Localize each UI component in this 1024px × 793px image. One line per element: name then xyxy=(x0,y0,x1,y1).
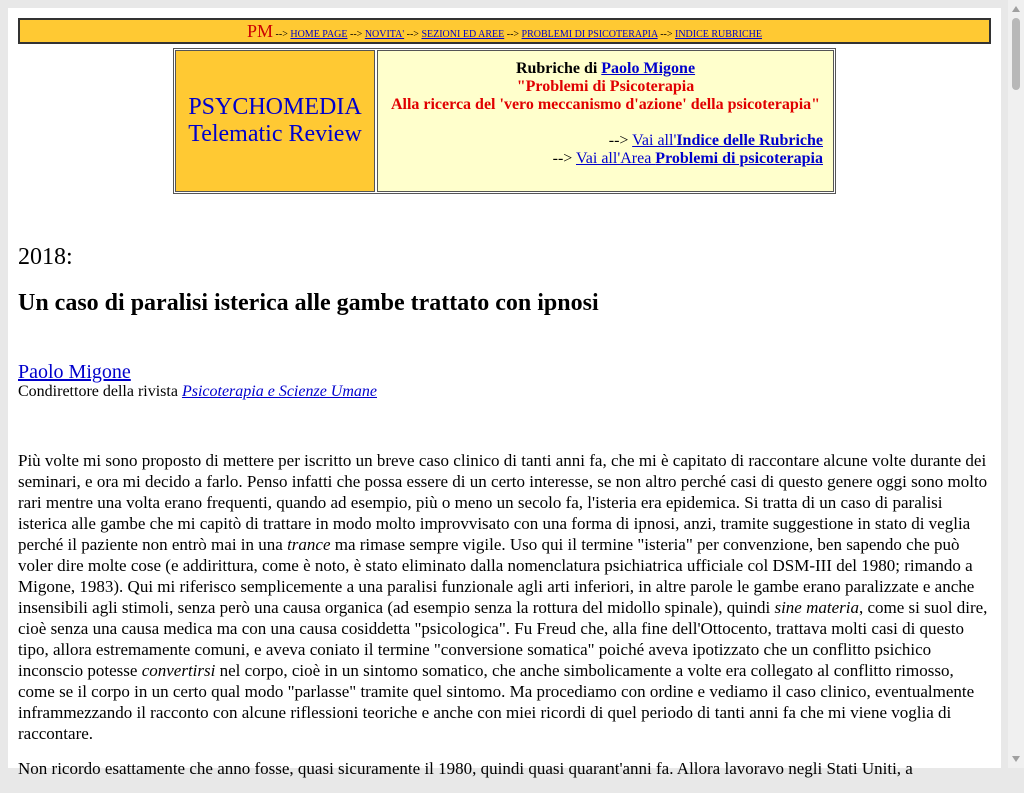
author-affiliation xyxy=(18,383,377,401)
area-problemi-link[interactable]: Vai all'Area Problemi di psicoterapia xyxy=(576,150,823,167)
nav-separator: --> xyxy=(404,29,422,40)
site-subtitle: Telematic Review xyxy=(188,121,362,147)
rubriche-prefix: Rubriche di xyxy=(515,60,602,77)
author-link[interactable]: Paolo Migone xyxy=(18,361,131,383)
site-logo-cell xyxy=(175,50,375,192)
site-name: PSYCHOMEDIA xyxy=(188,94,362,120)
vertical-scrollbar[interactable] xyxy=(1008,0,1024,768)
rubriche-title-line2: Alla ricerca del 'vero meccanismo d'azione' della psicoterapia" xyxy=(390,96,821,113)
rubriche-author-link[interactable]: Paolo Migone xyxy=(601,60,696,77)
arrow: --> xyxy=(552,150,576,167)
rubriche-cell xyxy=(377,50,834,192)
scroll-down-arrow-icon[interactable] xyxy=(1012,756,1020,762)
nav-link-home-page[interactable]: HOME PAGE xyxy=(290,29,348,40)
nav-link-problemi-di-psicoterapia[interactable]: PROBLEMI DI PSICOTERAPIA xyxy=(521,29,658,40)
pm-logo: PM xyxy=(247,21,274,41)
nav-link-sezioni-ed-aree[interactable]: SEZIONI ED AREE xyxy=(421,29,505,40)
paragraph-1: Più volte mi sono proposto di mettere per iscritto un breve caso clinico di tanti anni fa, che mi è capitato di raccontare alcune volte durante dei seminari, e ora mi decido a farlo. Penso infatti che possa essere di un certo interesse, se non altro perché casi di questo genere oggi sono molto rari mentre una volta erano frequenti, quando ad esempio, più o meno un secolo fa, l'isteria era epidemica. Si tratta di un caso di paralisi isterica alle gambe che mi capitò di trattare in modo molto improvvisato con una forma di ipnosi, anzi, tramite suggestione in stato di veglia perché il paziente non entrò mai in una trance ma rimase sempre vigile. Uso qui il termine "isteria" per convenzione, ben sapendo che può voler dire molte cose (e addirittura, come è noto, è stato eliminato dalla nomenclatura psichiatrica ufficiale col DSM-III del 1980; rimando a Migone, 1983). Qui mi riferisco semplicemente a una paralisi funzionale agli arti inferiori, in altre parole le gambe erano paralizzate e anche insensibili agli stimoli, senza però una causa organica (ad esempio senza la rottura del midollo spinale), quindi sine materia, come si suol dire, cioè senza una causa medica ma con una causa cosiddetta "psicologica". Fu Freud che, alla fine dell'Ottocento, trattava molti casi di questo tipo, allora estremamente comuni, e aveva coniato il termine "conversione somatica" poiché aveva ipotizzato che un conflitto psichico inconscio potesse convertirsi nel corpo, cioè in un sintomo somatico, che anche simbolicamente a volte era collegato al conflitto rimosso, come se il corpo in un certo qual modo "parlasse" tramite quel sintomo. Ma procediamo con ordine e vediamo il caso clinico, eventualmente inframmezzando il racconto con alcune riflessioni teoriche e anche con miei ricordi di quel periodo di tanti anni fa che mi viene voglia di raccontare. xyxy=(18,451,988,743)
page xyxy=(8,8,1001,778)
nav-separator: --> xyxy=(504,29,522,40)
indice-rubriche-row xyxy=(388,132,823,150)
rubriche-heading xyxy=(388,60,823,78)
nav-separator: --> xyxy=(347,29,365,40)
nav-link-indice-rubriche[interactable]: INDICE RUBRICHE xyxy=(675,29,762,40)
affiliation-text: Condirettore della rivista xyxy=(18,383,182,400)
header-box xyxy=(173,48,836,194)
spacer xyxy=(388,114,823,132)
article-title: Un caso di paralisi isterica alle gambe trattato con ipnosi xyxy=(18,290,599,316)
scroll-up-arrow-icon[interactable] xyxy=(1012,6,1020,12)
content xyxy=(18,18,991,778)
article-year: 2018: xyxy=(18,244,73,270)
area-problemi-row xyxy=(388,150,823,168)
indice-rubriche-link[interactable]: Vai all'Indice delle Rubriche xyxy=(632,132,823,149)
article-body xyxy=(18,450,991,793)
rubriche-title-line1: "Problemi di Psicoterapia xyxy=(516,78,695,95)
paragraph-2: Non ricordo esattamente che anno fosse, quasi sicuramente il 1980, quindi quasi quarant'anni fa. Allora lavoravo negli Stati Uniti, a xyxy=(18,759,913,778)
author-row xyxy=(18,361,131,384)
top-navbar xyxy=(18,18,991,44)
nav-separator: --> xyxy=(657,29,675,40)
nav-separator: --> xyxy=(273,29,291,40)
scrollbar-thumb[interactable] xyxy=(1012,18,1020,90)
nav-link-novita[interactable]: NOVITA' xyxy=(364,29,405,40)
journal-link[interactable]: Psicoterapia e Scienze Umane xyxy=(181,383,378,400)
arrow: --> xyxy=(608,132,633,149)
